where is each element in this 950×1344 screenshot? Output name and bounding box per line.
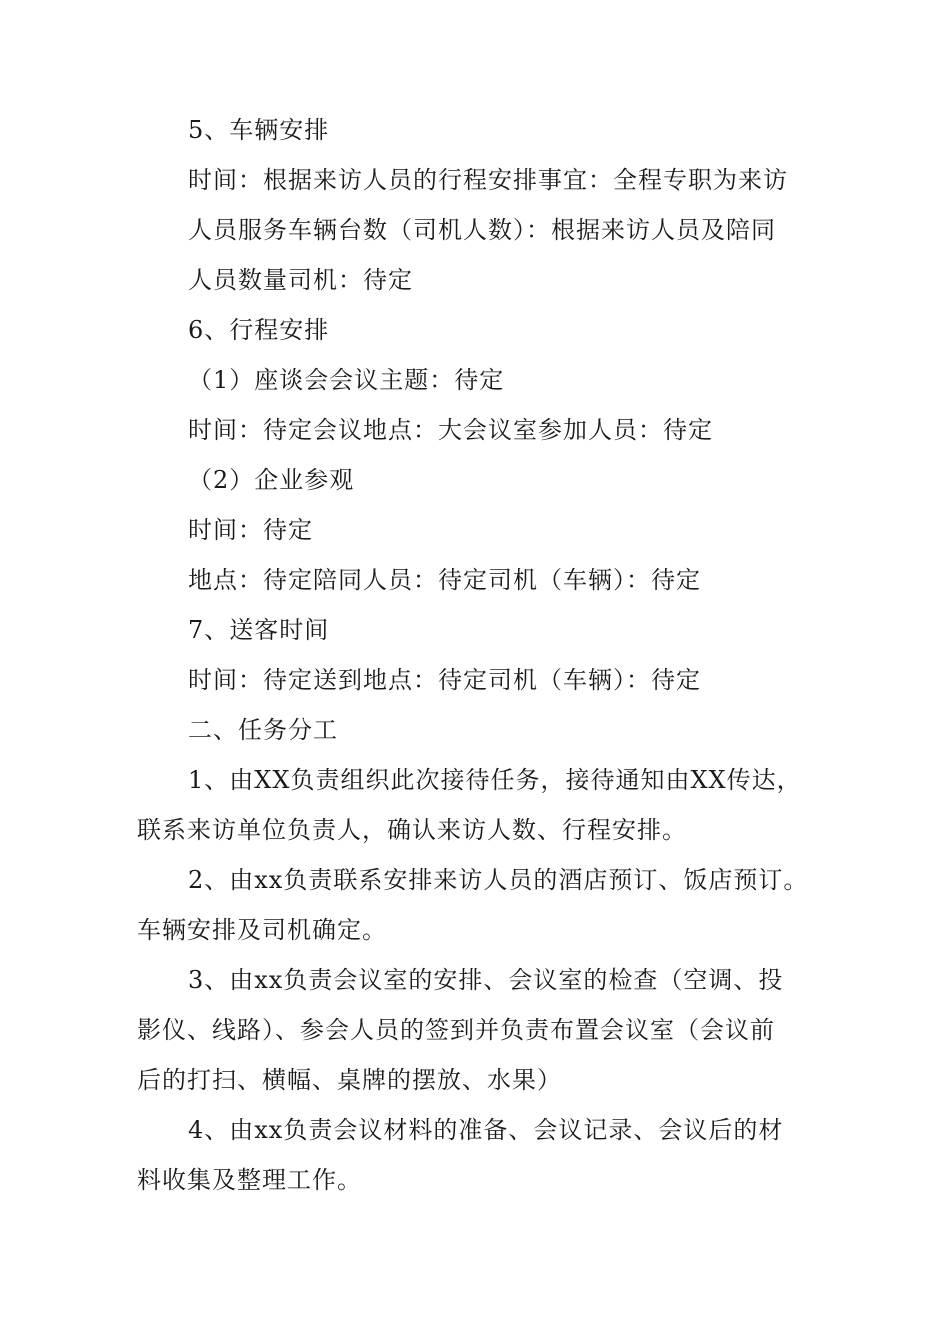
paragraph-line: 1、由XX负责组织此次接待任务，接待通知由XX传达，: [188, 766, 802, 794]
paragraph-line: 联系来访单位负责人，确认来访人数、行程安排。: [137, 816, 687, 844]
paragraph-line: 人员服务车辆台数（司机人数）：根据来访人员及陪同: [188, 216, 776, 244]
paragraph-line: 2、由xx负责联系安排来访人员的酒店预订、饭店预订。: [188, 866, 809, 894]
subheading-meeting: （1）座谈会会议主题：待定: [188, 366, 505, 394]
section-heading-farewell: 7、送客时间: [188, 616, 330, 644]
paragraph-line: 时间：待定会议地点：大会议室参加人员：待定: [188, 416, 713, 444]
paragraph-line: 人员数量司机：待定: [188, 266, 413, 294]
paragraph-line: 后的打扫、横幅、桌牌的摆放、水果）: [137, 1066, 562, 1094]
subheading-visit: （2）企业参观: [188, 466, 355, 494]
paragraph-line: 车辆安排及司机确定。: [137, 916, 387, 944]
paragraph-line: 时间：待定: [188, 516, 313, 544]
section-heading-tasks: 二、任务分工: [188, 716, 338, 744]
paragraph-line: 4、由xx负责会议材料的准备、会议记录、会议后的材: [188, 1116, 784, 1144]
paragraph-line: 影仪、线路）、参会人员的签到并负责布置会议室（会议前: [137, 1016, 775, 1044]
section-heading-vehicle: 5、车辆安排: [188, 116, 330, 144]
paragraph-line: 料收集及整理工作。: [137, 1166, 362, 1194]
section-heading-itinerary: 6、行程安排: [188, 316, 330, 344]
paragraph-line: 地点：待定陪同人员：待定司机（车辆）：待定: [188, 566, 701, 594]
paragraph-line: 时间：待定送到地点：待定司机（车辆）：待定: [188, 666, 701, 694]
paragraph-line: 时间：根据来访人员的行程安排事宜：全程专职为来访: [188, 166, 788, 194]
paragraph-line: 3、由xx负责会议室的安排、会议室的检查（空调、投: [188, 966, 784, 994]
